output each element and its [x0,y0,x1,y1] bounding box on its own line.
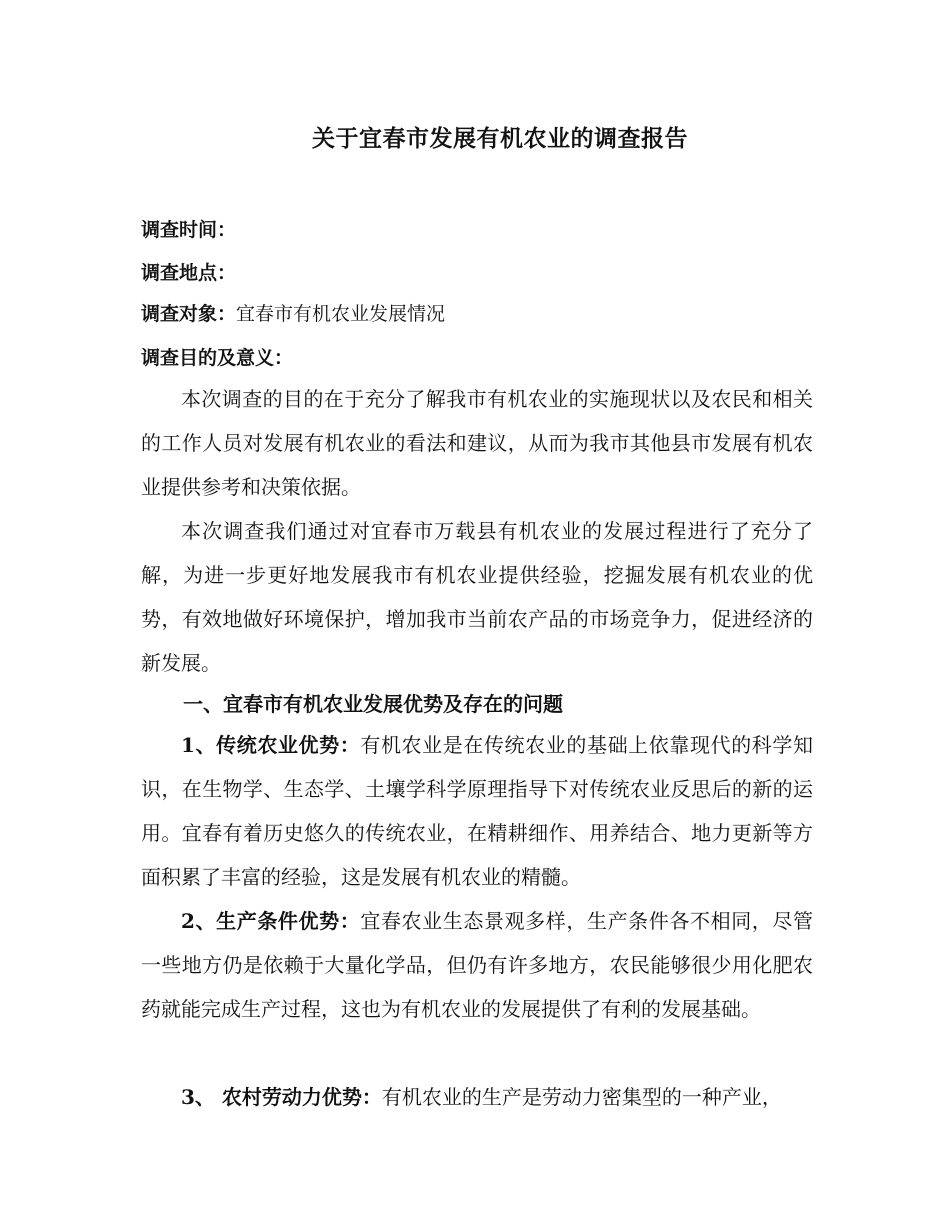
meta-time-label: 调查时间： [141,219,237,241]
paragraph-item-1 [141,723,813,899]
meta-object-label: 调查对象： [141,303,237,325]
paragraph-purpose-1: 本次调查的目的在于充分了解我市有机农业的实施现状以及农民和相关的工作人员对发展有机农业的看法和建议，从而为我市其他县市发展有机农业提供参考和决策依据。 [141,387,813,499]
item-2-title: 2、生产条件优势： [181,909,361,933]
item-3-body: 有机农业的生产是劳动力密集型的一种产业， [381,1085,782,1109]
paragraph-item-2 [141,899,813,1031]
meta-purpose-label: 调查目的及意义： [141,347,294,369]
meta-place [141,261,236,285]
meta-purpose [141,346,293,370]
meta-object-value: 宜春市有机农业发展情况 [236,303,446,325]
document-title: 关于宜春市发展有机农业的调查报告 [312,125,688,152]
meta-object [141,302,445,326]
item-3-title: 3、 农村劳动力优势： [181,1085,382,1109]
paragraph-item-3 [141,1075,813,1119]
meta-place-label: 调查地点： [141,262,237,284]
item-2-body: 宜春农业生态景观多样，生产条件各不相同，尽管一些地方仍是依赖于大量化学品，但仍有许多地方，农民能够很少用化肥农药就能完成生产过程，这也为有机农业的发展提供了有利的发展基础。 [141,909,813,1021]
meta-time [141,218,236,242]
item-1-title: 1、传统农业优势： [181,733,361,757]
item-1-body: 有机农业是在传统农业的基础上依靠现代的科学知识，在生物学、生态学、土壤学科学原理指导下对传统农业反思后的新的运用。宜春有着历史悠久的传统农业，在精耕细作、用养结合、地力更新等方面积累了丰富的经验，这是发展有机农业的精髓。 [141,733,813,889]
paragraph-purpose-2: 本次调查我们通过对宜春市万载县有机农业的发展过程进行了充分了解，为进一步更好地发展我市有机农业提供经验，挖掘发展有机农业的优势，有效地做好环境保护，增加我市当前农产品的市场竞争力，促进经济的新发展。 [141,519,813,675]
section-heading-1: 一、宜春市有机农业发展优势及存在的问题 [183,692,563,716]
